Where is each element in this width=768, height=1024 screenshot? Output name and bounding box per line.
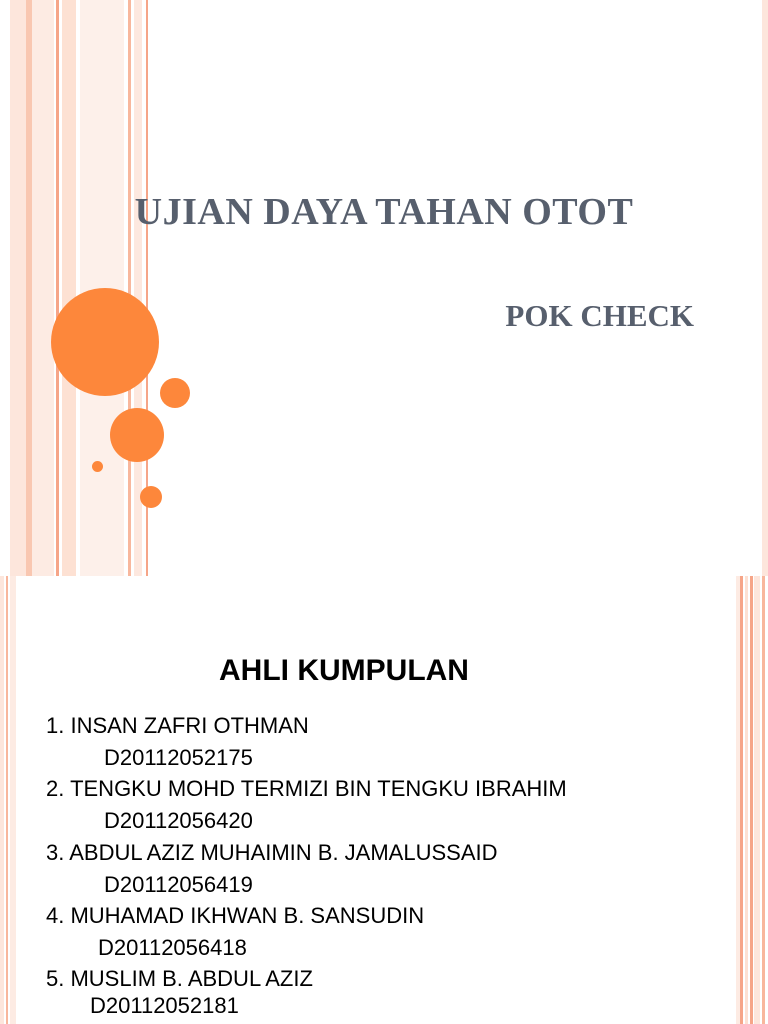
member-id: D20112056418 [98, 935, 247, 960]
member-id: D20112056420 [104, 808, 253, 833]
decor-stripe [32, 0, 54, 576]
decor-stripe [134, 0, 142, 576]
member-name: 4. MUHAMAD IKHWAN B. SANSUDIN [46, 903, 425, 928]
member-name: 3. ABDUL AZIZ MUHAIMIN B. JAMALUSSAID [46, 840, 498, 865]
member-id: D20112052181 [90, 993, 239, 1018]
decor-stripe [56, 0, 59, 576]
members-heading: AHLI KUMPULAN [219, 654, 469, 687]
decor-stripe [745, 576, 748, 1024]
decor-stripe [754, 576, 760, 1024]
decor-stripe [10, 0, 26, 576]
decor-stripe [750, 576, 753, 1024]
slide-subtitle: POK CHECK [505, 298, 694, 333]
decor-stripe [62, 0, 76, 576]
decor-circle-small [160, 378, 190, 408]
decor-stripe [10, 576, 16, 1024]
decor-stripe [762, 0, 768, 576]
decor-stripe [6, 576, 8, 1024]
decor-stripe [0, 576, 4, 1024]
member-id: D20112052175 [104, 745, 253, 770]
decor-stripe [128, 0, 131, 576]
decor-circle-large [51, 288, 159, 396]
member-name: 1. INSAN ZAFRI OTHMAN [46, 713, 309, 738]
member-id: D20112056419 [104, 872, 253, 897]
decor-stripe [740, 576, 743, 1024]
slide-title: UJIAN DAYA TAHAN OTOT [134, 191, 634, 233]
decor-circle-medium [110, 408, 164, 462]
decor-circle-small [140, 486, 162, 508]
member-name: 5. MUSLIM B. ABDUL AZIZ [46, 966, 313, 991]
decor-circle-tiny [92, 461, 103, 472]
member-name: 2. TENGKU MOHD TERMIZI BIN TENGKU IBRAHIM [46, 776, 567, 801]
decor-stripe [762, 576, 765, 1024]
members-slide [0, 576, 768, 1024]
